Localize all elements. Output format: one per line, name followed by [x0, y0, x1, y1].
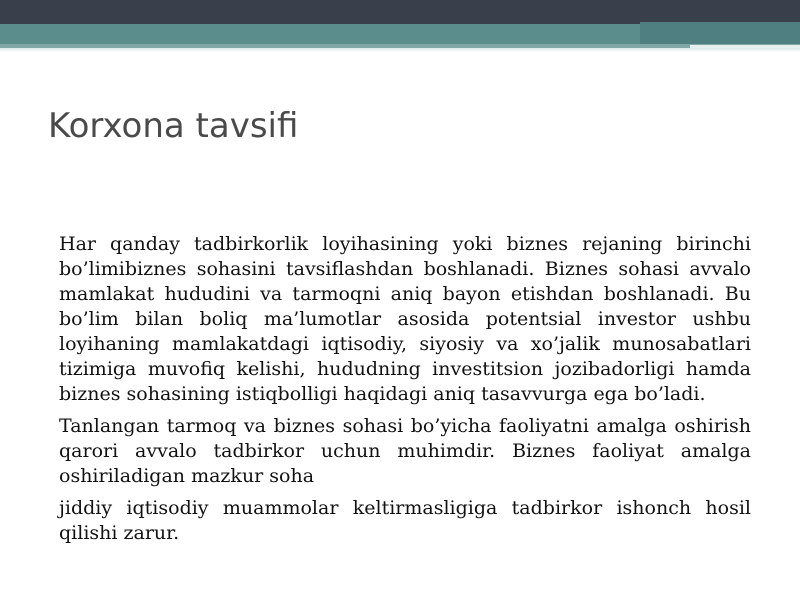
body-paragraph: jiddiy iqtisodiy muammolar keltirmasligiga tadbirkor ishonch hosil qilishi zarur.: [59, 497, 751, 544]
body-paragraph: Har qanday tadbirkorlik loyihasining yoki biznes rejaning birinchi bo’limibiznes sohasini tavsiflashdan boshlanadi. Biznes sohasi avvalo mamlakat hududini va tarmoqni aniq bayon etishdan boshlanadi. Bu bo’lim bilan boliq ma’lumotlar asosida potentsial investor ushbu loyihaning mamlakatdagi iqtisodiy, siyosiy va xo’jalik munosabatlari tizimiga muvofiq kelishi, hududning investitsion jozibadorligi hamda biznes sohasining istiqbolligi haqidagi aniq tasavvurga ega bo’ladi.: [59, 233, 751, 405]
header-band-dark: [0, 0, 800, 24]
header-band-fade: [0, 48, 800, 52]
slide-title: Korxona tavsifi: [48, 106, 299, 146]
body-paragraph: Tanlangan tarmoq va biznes sohasi bo’yicha faoliyatni amalga oshirish qarori avvalo tadbirkor uchun muhimdir. Biznes faoliyat amalga oshiriladigan mazkur soha: [59, 415, 751, 487]
slide-body: [59, 232, 751, 553]
